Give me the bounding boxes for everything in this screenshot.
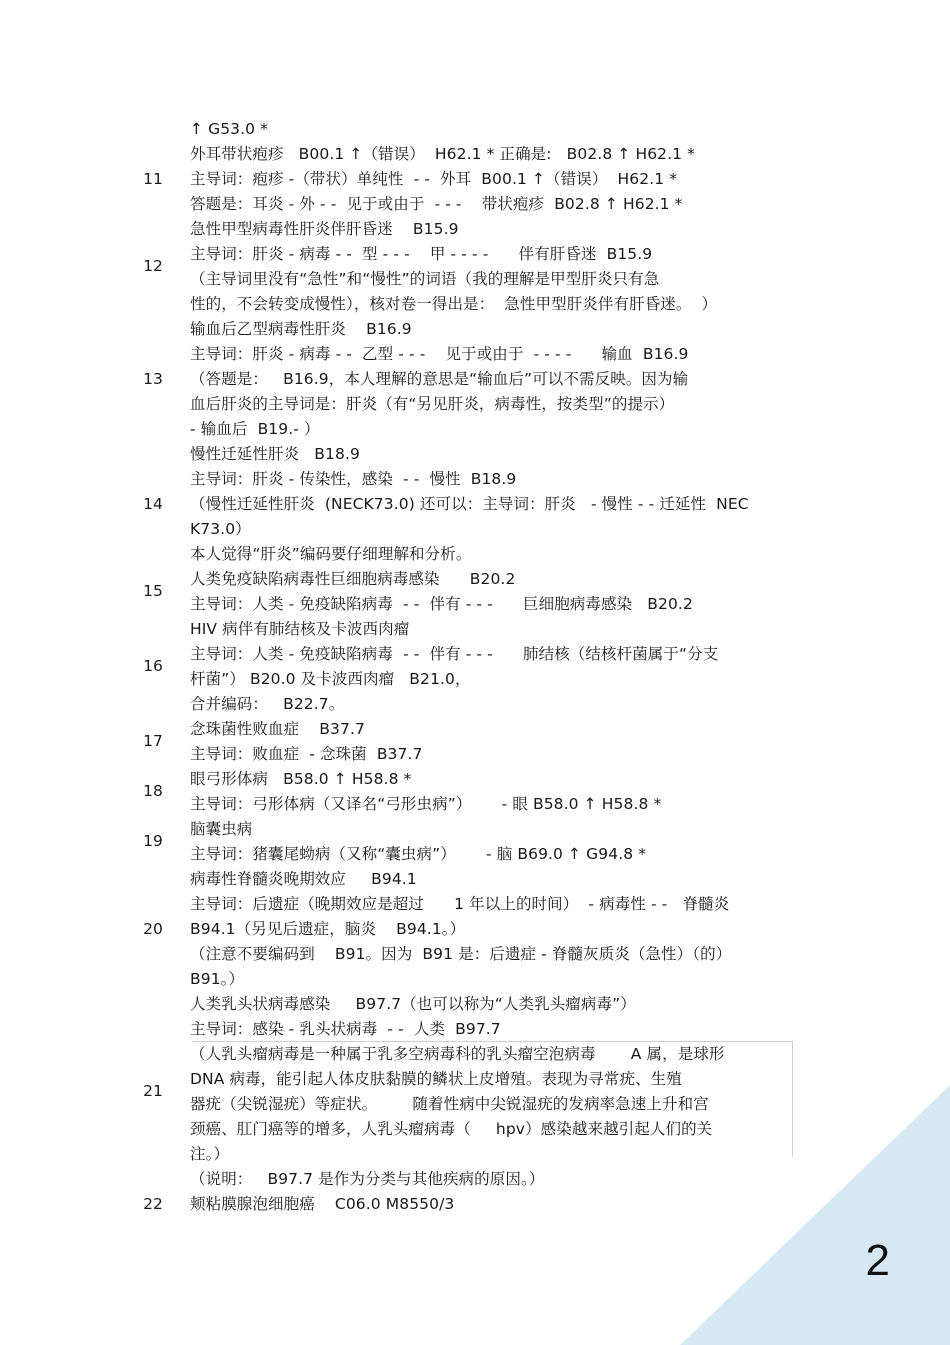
text-line: 人类免疫缺陷病毒性巨细胞病毒感染 B20.2	[190, 570, 516, 588]
text-line: （人乳头瘤病毒是一种属于乳多空病毒科的乳头瘤空泡病毒 A 属，是球形	[190, 1045, 725, 1063]
text-line: 性的，不会转变成慢性），核对卷一得出是： 急性甲型肝炎伴有肝昏迷。 ）	[190, 295, 718, 313]
text-line: B91。）	[190, 970, 245, 988]
text-line: 主导词：人类 - 免疫缺陷病毒 - - 伴有 - - - 巨细胞病毒感染 B20.2	[190, 595, 693, 613]
item-number: 20	[143, 920, 163, 938]
text-line: 器疣（尖锐湿疣）等症状。 随着性病中尖锐湿疣的发病率急速上升和宫	[190, 1095, 709, 1113]
text-line: B94.1（另见后遗症，脑炎 B94.1。）	[190, 920, 466, 938]
item-number: 12	[143, 257, 163, 275]
text-line: 主导词：败血症 - 念珠菌 B37.7	[190, 745, 423, 763]
text-line: 本人觉得“肝炎”编码要仔细理解和分析。	[190, 545, 472, 563]
text-line: 主导词：肝炎 - 病毒 - - 乙型 - - - 见于或由于 - - - - 输血 B16.9	[190, 345, 689, 363]
text-line: 主导词：感染 - 乳头状病毒 - - 人类 B97.7	[190, 1020, 501, 1038]
text-line: （主导词里没有“急性”和“慢性”的词语（我的理解是甲型肝炎只有急	[190, 270, 660, 288]
text-line: 主导词：疱疹 -（带状）单纯性 - - 外耳 B00.1 ↑（错误） H62.1 *	[190, 170, 678, 188]
text-line: ↑ G53.0 *	[190, 120, 269, 138]
text-line: （注意不要编码到 B91。因为 B91 是：后遗症 - 脊髓灰质炎（急性）（的）	[190, 945, 732, 963]
text-line: 念珠菌性败血症 B37.7	[190, 720, 365, 738]
text-line: （答题是： B16.9，本人理解的意思是“输血后”可以不需反映。因为输	[190, 370, 689, 388]
item-number: 11	[143, 170, 163, 188]
text-line: 杆菌”） B20.0 及卡波西肉瘤 B21.0，	[190, 670, 471, 688]
item-number: 14	[143, 495, 163, 513]
text-line: 眼弓形体病 B58.0 ↑ H58.8 *	[190, 770, 412, 788]
text-line: 主导词：后遗症（晚期效应是超过 1 年以上的时间） - 病毒性 - - 脊髓炎	[190, 895, 730, 913]
text-line: 主导词：人类 - 免疫缺陷病毒 - - 伴有 - - - 肺结核（结核杆菌属于“分支	[190, 645, 719, 663]
text-line: 主导词：弓形体病（又译名“弓形虫病”） - 眼 B58.0 ↑ H58.8 *	[190, 795, 662, 813]
text-line: - 输血后 B19.- ）	[190, 420, 320, 438]
text-line: 答题是：耳炎 - 外 - - 见于或由于 - - - 带状疱疹 B02.8 ↑ H62.1 *	[190, 195, 683, 213]
text-line: 主导词：肝炎 - 病毒 - - 型 - - - 甲 - - - - 伴有肝昏迷 B15.9	[190, 245, 653, 263]
text-line: 急性甲型病毒性肝炎伴肝昏迷 B15.9	[190, 220, 459, 238]
text-line: 慢性迁延性肝炎 B18.9	[190, 445, 360, 463]
text-line: 输血后乙型病毒性肝炎 B16.9	[190, 320, 412, 338]
item-number: 17	[143, 732, 163, 750]
text-line: （说明： B97.7 是作为分类与其他疾病的原因。）	[190, 1170, 545, 1188]
text-line: 病毒性脊髓炎晚期效应 B94.1	[190, 870, 417, 888]
text-line: 主导词：猪囊尾蚴病（又称“囊虫病”） - 脑 B69.0 ↑ G94.8 *	[190, 845, 647, 863]
page-number: 2	[865, 1236, 890, 1285]
text-line: 脑囊虫病	[190, 820, 253, 838]
text-line: 人类乳头状病毒感染 B97.7（也可以称为“人类乳头瘤病毒”）	[190, 995, 636, 1013]
item-number: 15	[143, 582, 163, 600]
text-line: 注。）	[190, 1145, 230, 1163]
text-line: DNA 病毒，能引起人体皮肤黏膜的鳞状上皮增殖。表现为寻常疣、生殖	[190, 1070, 682, 1088]
item-number: 21	[143, 1082, 163, 1100]
text-line: （慢性迁延性肝炎 (NECK73.0) 还可以：主导词：肝炎 - 慢性 - - 迁延性 NEC	[190, 495, 749, 513]
text-line: 主导词：肝炎 - 传染性，感染 - - 慢性 B18.9	[190, 470, 517, 488]
text-line: 颊粘膜腺泡细胞癌 C06.0 M8550/3	[190, 1195, 455, 1213]
text-line: 合并编码： B22.7。	[190, 695, 345, 713]
item-number: 19	[143, 832, 163, 850]
item-number: 22	[143, 1195, 163, 1213]
text-line: 血后肝炎的主导词是：肝炎（有“另见肝炎，病毒性，按类型”的提示）	[190, 395, 675, 413]
item-number: 16	[143, 657, 163, 675]
text-line: HIV 病伴有肺结核及卡波西肉瘤	[190, 620, 410, 638]
text-line: 外耳带状疱疹 B00.1 ↑（错误） H62.1 * 正确是: B02.8 ↑ H62.1 *	[190, 145, 695, 163]
item-number: 13	[143, 370, 163, 388]
item-number: 18	[143, 782, 163, 800]
text-line: 颈癌、肛门癌等的增多，人乳头瘤病毒（ hpv）感染越来越引起人们的关	[190, 1120, 713, 1138]
text-line: K73.0）	[190, 520, 251, 538]
